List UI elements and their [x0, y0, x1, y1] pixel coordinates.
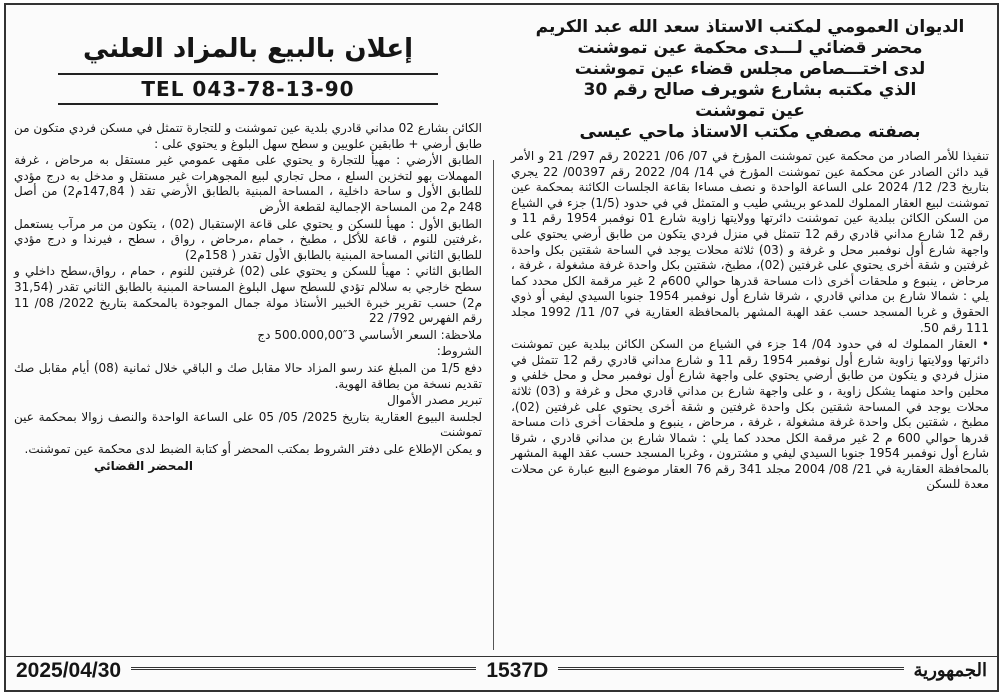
- right-column-text: [511, 149, 989, 493]
- footer-rule: [131, 667, 476, 674]
- paragraph: دفع 1/5 من المبلغ عند رسو المزاد حالا مقابل صك و الباقي خلال ثمانية (08) أيام مقابل صك تقديم نسخة من بطاقة الهوية.: [14, 360, 482, 391]
- announcement-title: إعلان بالبيع بالمزاد العلني: [82, 34, 414, 64]
- publication-date: 2025/04/30: [16, 658, 122, 682]
- legal-announcement-page: [4, 3, 999, 692]
- paragraph: لجلسة البيوع العقارية بتاريخ 2025/ 05/ 05 على الساعة الواحدة والنصف زوالا بمحكمة عين تموشنت: [14, 409, 482, 440]
- paragraph: تنفيذا للأمر الصادر من محكمة عين تموشنت المؤرخ في 07/ 06/ 20221 رقم 297/ 21 و الأمر قيد دائن الصادر عن محكمة عين تموشنت المؤرخ في 14/ 04/ 2022 رقم 00397/ 22 يجري بتاريخ 23/ 12/ 2024 على الساعة الواحدة و نصف مساءا بقاعة الجلسات الكائنة بمحكمة عين تموشنت لبيع العقار المملوك للمدعو بريشي طيب و المتمثل في في حدود (1/5) جزء في الشياع من السكن الكائن ببلدية عين تموشنت دائرتها وولايتها زاوية شارع 01 نوفمبر 1954 رقم 11 و رقم 12 شارع مداني قادري رقم 12 تتمثل في منزل فردي يتكون من طابق أرضي يحتوي على واجهة شارع أول نوفمبر محل و غرفة و (03) ثلاثة محلات يوجد في الساحة شقتين بكل واحدة غرفتين و شقة أخرى يحتوي على غرفتين (02)، مطبخ، شقتين بكل واحدة غرفة مشغولة ، غرفة ، مرحاض ، ينبوع و ملحقات أخرى ذات مساحة قدرها حوالي 600م 2 غير مرقمة الكل محدد كما يلي : شمالا شارع بن مداني قادري ، شرقا شارع أول نوفمبر 1954 جنوبا السيدي ليفي أو ذوي الحقوق و غربا المسجد حسب عقد الهبة المشهر بالمحافظة العقارية في 07/ 11/ 1992 مجلد 111 رقم 50.: [511, 149, 990, 335]
- paragraph: الطابق الثاني : مهيأ للسكن و يحتوي على (02) غرفتين للنوم ، حمام ، رواق،سطح داخلي و سطح خارجي به سلالم تؤدي للسطح سهل البلوغ المساحة المبنية بالطابق الثاني تقدر (31,54 م2) حسب تقرير خبرة الخبير الأستاذ مولة جمال الموجودة بالمحكمة بتاريخ 2022/ 08/ 11 رقم الفهرس 792/ 22: [14, 264, 483, 326]
- announcement-tel: TEL 043-78-13-90: [58, 73, 438, 105]
- right-column: [511, 15, 989, 494]
- paragraph: الشروط:: [436, 344, 482, 359]
- paragraph: الكائن بشارع 02 مداني قادري بلدية عين تموشنت و للتجارة تتمثل في مسكن فردي متكون من طابق أرضي + طابقين علويين و سطح سهل البلوغ و يحتوي على :: [14, 121, 482, 151]
- header-line: الديوان العمومي لمكتب الاستاذ سعد الله عبد الكريم: [535, 17, 965, 37]
- header-line: لدى اختـــصاص مجلس قضاء عين تموشنت: [574, 59, 926, 79]
- paragraph: و يمكن الإطلاع على دفتر الشروط بمكتب المحضر أو كتابة الضبط لدى محكمة عين تموشنت.: [24, 441, 482, 456]
- header-line: الذي مكتبه بشارع شويرف صالح رقم 30: [583, 80, 917, 100]
- paragraph: • العقار المملوك له في حدود 04/ 14 جزء في الشياع من السكن الكائن ببلدية عين تموشنت دائرتها وولايتها زاوية شارع أول نوفمبر 1954 رقم 11 و شارع مداني قادري رقم 12 تتمثل في منزل فردي و يتكون من طابق أرضي يحتوي على واجهة شارع أول نوفمبر محل و محل خلفي و محلين واحد منهما يشكل زاوية ، و على واجهة شارع بن مداني قادري محل و غرفة و (03) ثلاثة محلات يوجد في المساحة شقتين بكل واحدة غرفتين و شقة أخرى يحتوي على غرفتين (02)، مطبخ ، شقتين بكل واحدة غرفة مشغولة ، غرفة ، مرحاض ، ينبوع و ملحقات أخرى ذات مساحة قدرها حوالي 600 م 2 غير مرقمة الكل محدد كما يلي : شمالا شارع بن مداني قادري ، شرقا شارع أول نوفمبر 1954 جنوبا السيدي ليفي و مشترون ، وغربا المسجد حسب عقد الهبة المشهر بالمحافظة العقارية في 21/ 08/ 2004 مجلد 341 رقم 76 العقار موضوع البيع عبارة عن محلات معدة للسكن: [511, 337, 989, 493]
- paragraph: الطابق الأول : مهيأ للسكن و يحتوي على قاعة الإستقبال (02) ، يتكون من مر مرآب يستعمل ،غرفتين للنوم ، قاعة للأكل ، مطبخ ، حمام ،مرحاض ، رواق ، سطح ، فيرندا و درج مؤدي للطابق الثاني المساحة المبنية بالطابق الأول تقدر ( 158م2): [14, 216, 482, 262]
- left-column-text: [14, 121, 482, 457]
- paragraph: ملاحظة: السعر الأساسي 3″500.000,00 دج: [257, 327, 482, 342]
- column-divider: [493, 160, 494, 650]
- header-line: محضر قضائي لـــدى محكمة عين تموشنت: [577, 38, 923, 58]
- left-column: [14, 15, 482, 473]
- announcement-box: [58, 17, 438, 105]
- newspaper-logo: الجمهورية: [913, 660, 987, 681]
- header-line: بصفته مصفي مكتب الاستاذ ماحي عيسى: [579, 122, 921, 142]
- paragraph: الطابق الأرضي : مهيأ للتجارة و يحتوي على مقهى عمومي غير مستقل به مرحاض ، غرفة المهملات بهو لتخزين السلع ، محل تجاري لبيع المجوهرات غير مستقل و مدخل به درج مؤدي للطابق الأول و ساحة داخلية ، المساحة المبنية بالطابق الأرضي تقد ( 147,84م2) من أصل 248 م2 من المساحة الإجمالية لقطعة الأرض: [14, 153, 483, 214]
- header-line: عين تموشنت: [695, 101, 805, 121]
- ad-code: 1537D: [486, 658, 549, 682]
- signature: المحضر القضائي: [94, 459, 194, 474]
- bailiff-header: [511, 17, 989, 143]
- footer-rule: [558, 667, 903, 674]
- paragraph: تبرير مصدر الأموال: [387, 393, 482, 408]
- footer: [6, 656, 997, 684]
